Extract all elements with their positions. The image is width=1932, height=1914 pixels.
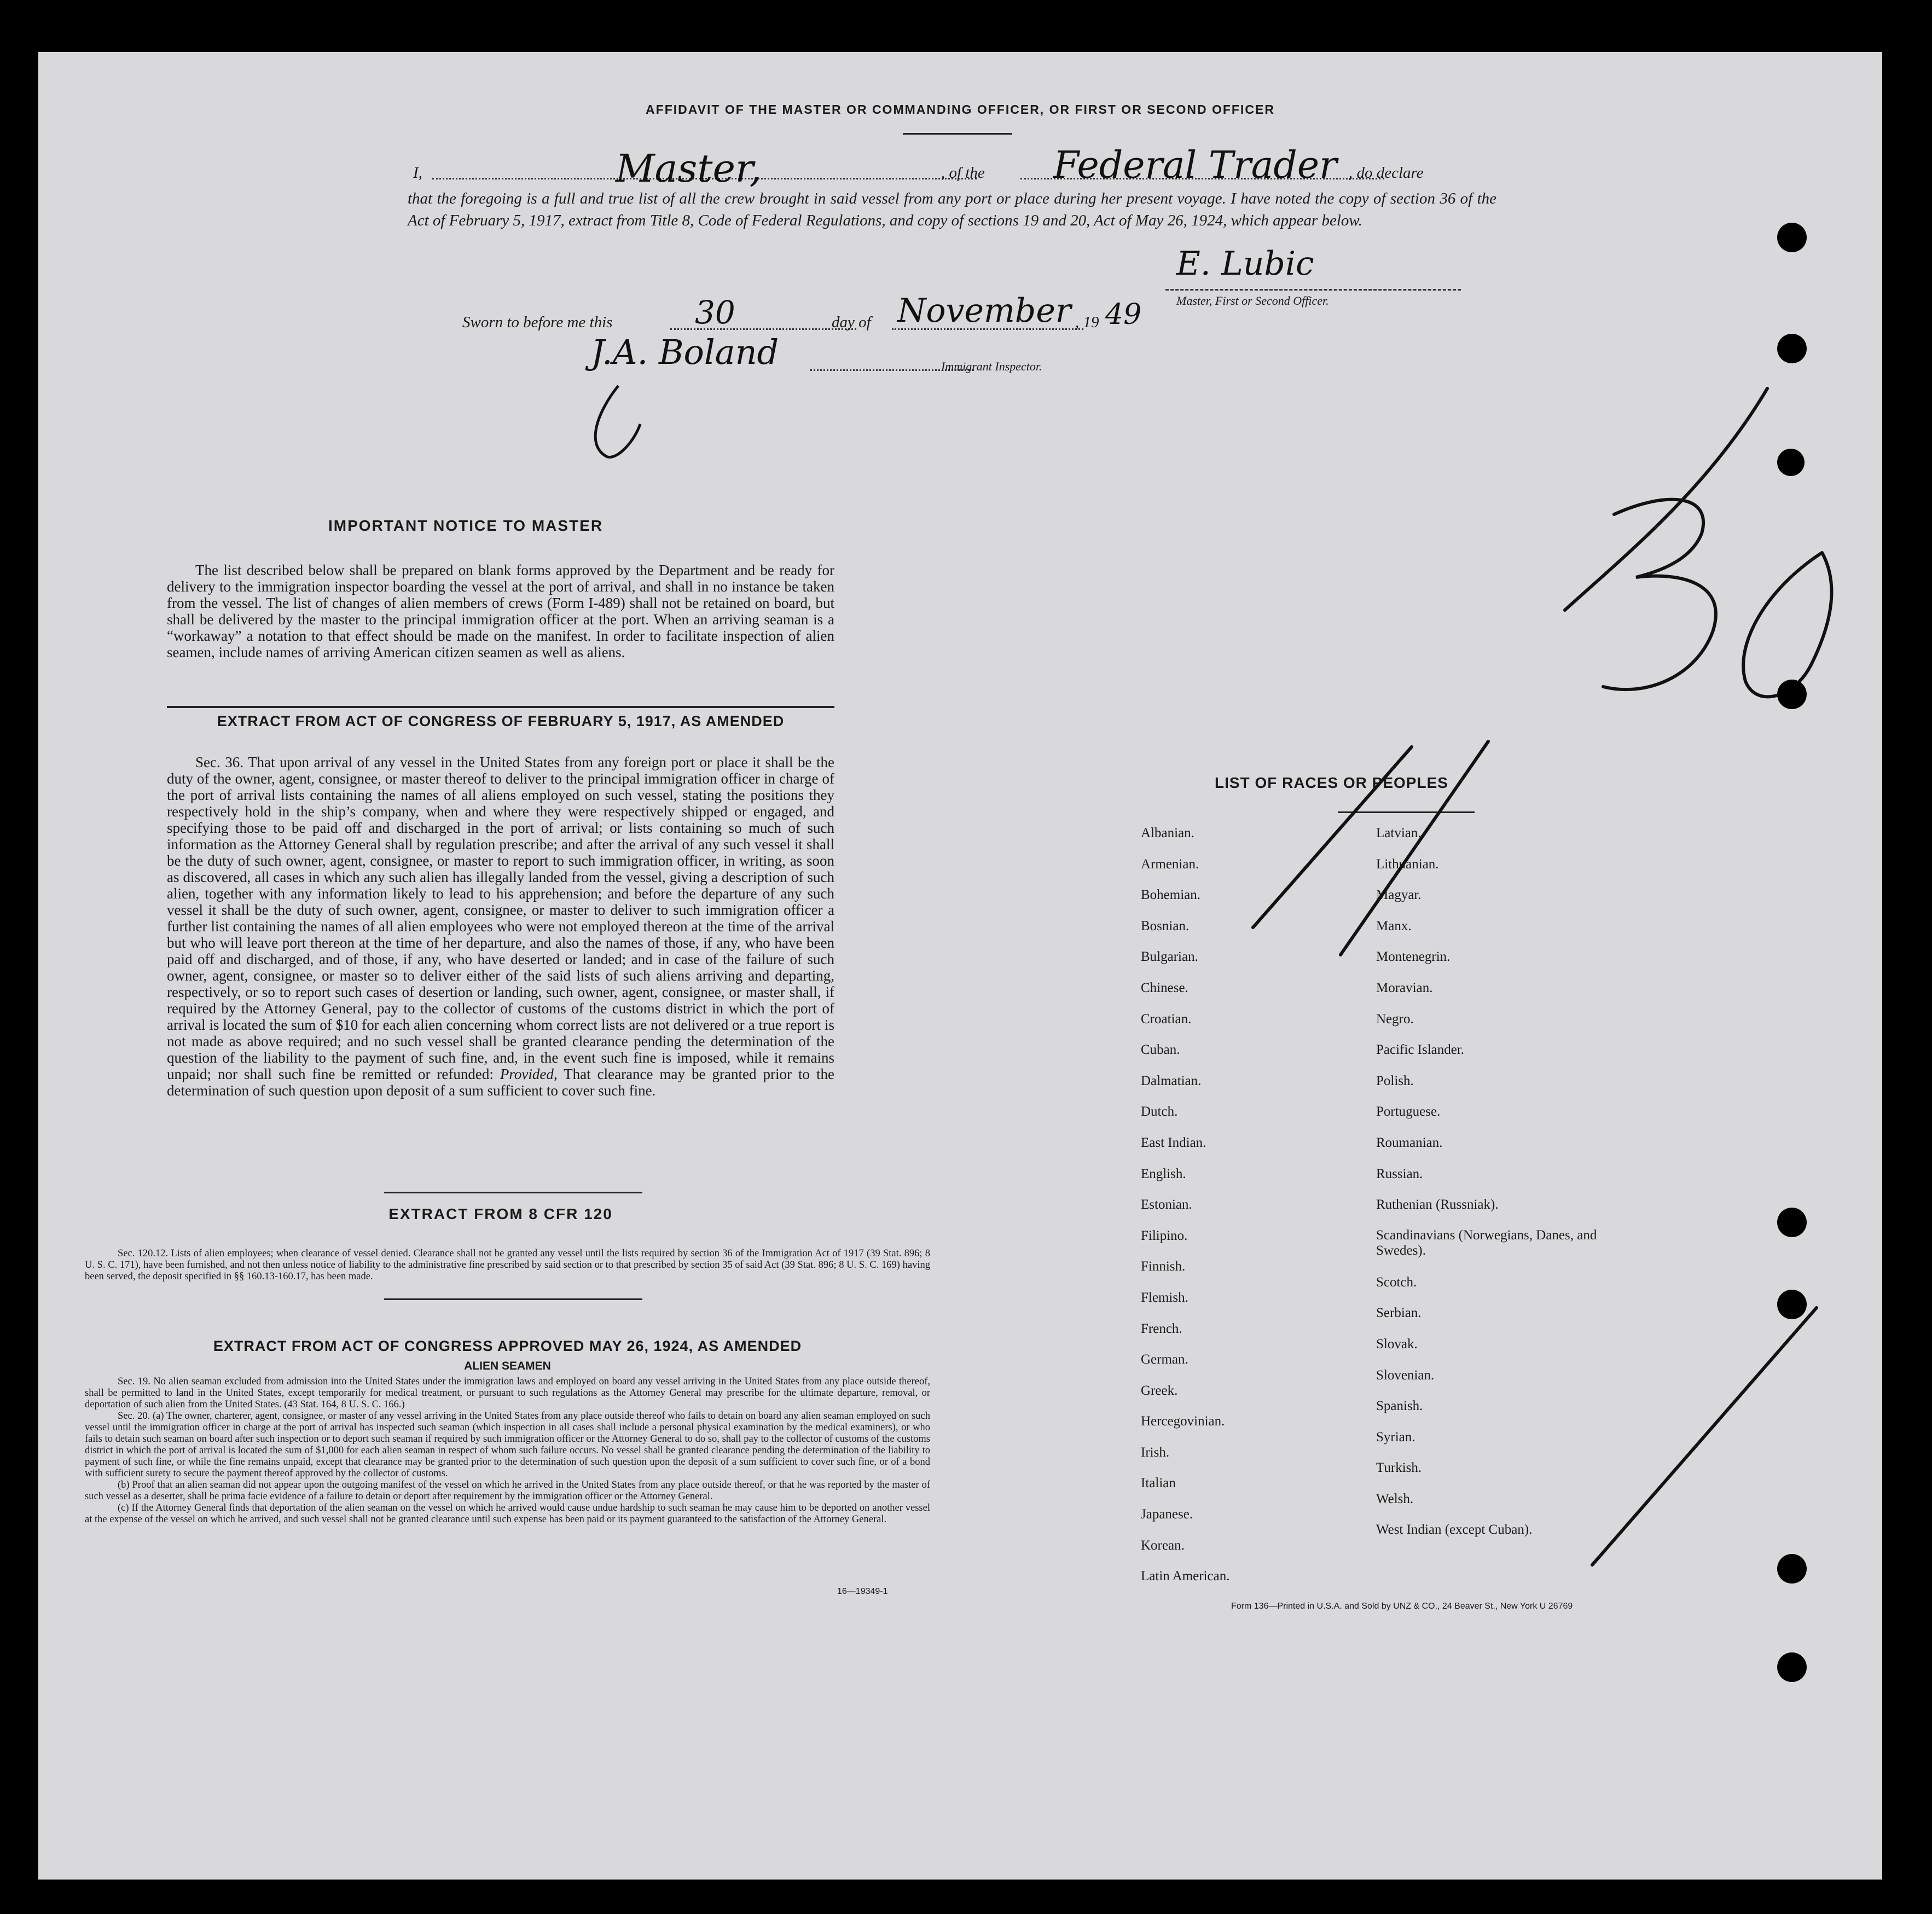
- race-item: Armenian.: [1141, 856, 1199, 872]
- cfr-title: EXTRACT FROM 8 CFR 120: [388, 1205, 613, 1222]
- extract-1924-subtitle: ALIEN SEAMEN: [464, 1360, 551, 1372]
- race-item: Roumanian.: [1376, 1135, 1443, 1150]
- divider: [384, 1192, 642, 1193]
- race-item: Bosnian.: [1141, 918, 1190, 933]
- sec-20a-text: Sec. 20. (a) The owner, charterer, agent, consignee, or master of any vessel arriving in the United States from any place outside thereof who fails to detain on board any alien seaman employed on such vessel until the immigration officer in charge at the port of arrival has inspected such seaman (which inspection in all cases shall include a personal physical examination by the medical examiners), or who fails to detain such seaman on board after such inspection or to deport such seaman if required by such immigration officer or the Attorney General to do so, shall pay to the collector of customs of the customs district in which the port of arrival is located the sum of $1,000 for each alien seaman in respect of whom such failure occurs. No vessel shall be granted clearance pending the determination of the liability to payment of such fine, or while the fine remains unpaid, except that clearance may be granted prior to the determination of such question upon the deposit of a sum sufficient to cover such fine, or of a bond with sufficient surety to secure the payment thereof approved by the collector of customs.: [85, 1411, 930, 1479]
- year-prefix: , 19: [1075, 314, 1099, 331]
- race-item: Estonian.: [1141, 1197, 1192, 1213]
- races-title: LIST OF RACES OR PEOPLES: [1215, 774, 1448, 791]
- race-item: Syrian.: [1376, 1429, 1415, 1445]
- punch-hole: [1777, 1652, 1807, 1682]
- race-item: Magyar.: [1376, 888, 1422, 903]
- extract-1924-title: EXTRACT FROM ACT OF CONGRESS APPROVED MAY 26, 1924, AS AMENDED: [213, 1338, 802, 1354]
- punch-hole: [1777, 449, 1805, 476]
- document-page: [38, 52, 1882, 1880]
- punch-hole: [1777, 223, 1807, 252]
- race-item: Portuguese.: [1376, 1104, 1441, 1120]
- race-item: Manx.: [1376, 918, 1412, 933]
- punch-hole: [1777, 1554, 1807, 1584]
- race-item: German.: [1141, 1352, 1188, 1367]
- extract-1924-body: [85, 1376, 930, 1526]
- sec-19-text: Sec. 19. No alien seaman excluded from admission into the United States under the immigration laws and employed on board any vessel arriving in the United States from any place outside thereof, shall be permitted to land in the United States, except temporarily for medical treatment, or pursuant to such regulations as the Attorney General may prescribe for the ultimate departure, removal, or deportation of such alien from the United States. (43 Stat. 164, 8 U. S. C. 166.): [85, 1376, 930, 1410]
- race-item: Lithuanian.: [1376, 856, 1439, 872]
- date-annotation-text: [1297, 462, 1298, 463]
- race-item: English.: [1141, 1166, 1186, 1181]
- punch-hole: [1777, 1290, 1807, 1319]
- race-item: Moravian.: [1376, 980, 1433, 995]
- race-item: French.: [1141, 1321, 1182, 1336]
- race-item: Italian: [1141, 1476, 1176, 1491]
- master-handwritten: Master,: [616, 146, 762, 191]
- race-item: Cuban.: [1141, 1042, 1180, 1058]
- race-item: Slovak.: [1376, 1336, 1418, 1352]
- i-label: I,: [413, 164, 422, 182]
- punch-hole: [1777, 680, 1807, 709]
- of-the-label: , of the: [941, 164, 985, 182]
- signature-line: [1165, 289, 1461, 291]
- race-item: Irish.: [1141, 1445, 1170, 1460]
- race-item: Bohemian.: [1141, 888, 1201, 903]
- month-handwritten: November: [897, 292, 1071, 330]
- divider: [167, 706, 834, 708]
- year-handwritten: 49: [1105, 298, 1142, 331]
- signature-caption: Master, First or Second Officer.: [1176, 294, 1329, 308]
- inspector-signature: J.A. Boland: [591, 332, 779, 372]
- race-item: Serbian.: [1376, 1306, 1422, 1321]
- sec-20c-text: (c) If the Attorney General finds that deportation of the alien seaman on the vessel on which he arrived would cause undue hardship to such seaman he may cause him to be deported on another vessel at the expense of the vessel on which he arrived, and such vessel shall not be granted clearance until such expense has been paid or its payment guaranteed to the satisfaction of the Attorney General.: [85, 1503, 930, 1525]
- race-item: Finnish.: [1141, 1259, 1186, 1274]
- punch-hole: [1777, 334, 1807, 363]
- day-handwritten: 30: [695, 294, 735, 331]
- race-item: Hercegovinian.: [1141, 1414, 1225, 1429]
- notice-text: The list described below shall be prepared on blank forms approved by the Department and be ready for delivery to the immigration inspector boarding the vessel at the port of arrival, and shall in no instance be taken from the vessel. The list of changes of alien members of crews (Form I-489) shall not be retained on board, but shall be delivered by the master to the principal immigration officer at the port. When an arriving seaman is a “workaway” a notation to that effect should be made on the manifest. In order to facilitate inspection of alien seamen, include names of arriving American citizen seamen as well as aliens.: [167, 562, 834, 660]
- race-item: Dutch.: [1141, 1104, 1178, 1120]
- race-item: Ruthenian (Russniak).: [1376, 1197, 1499, 1213]
- sec-20b-text: (b) Proof that an alien seaman did not appear upon the outgoing manifest of the vessel on which he arrived in the United States from any place outside thereof, or that he was reported by the master of such vessel as a deserter, shall be prima facie evidence of a failure to detain or deport after requirement by the immigration officer or the Attorney General.: [85, 1480, 930, 1502]
- master-signature: E. Lubic: [1176, 245, 1314, 283]
- signature-flourish: [585, 380, 651, 462]
- extract-1917-title: EXTRACT FROM ACT OF CONGRESS OF FEBRUARY 5, 1917, AS AMENDED: [217, 713, 785, 729]
- race-item: Chinese.: [1141, 980, 1188, 995]
- race-item: Spanish.: [1376, 1399, 1423, 1414]
- do-declare-label: , do declare: [1349, 164, 1424, 182]
- form-note: Form 136—Printed in U.S.A. and Sold by UNZ & CO., 24 Beaver St., New York U 26769: [1231, 1602, 1573, 1611]
- race-item: Slovenian.: [1376, 1367, 1435, 1383]
- race-item: Greek.: [1141, 1383, 1178, 1398]
- inspector-caption: Immigrant Inspector.: [941, 359, 1042, 373]
- race-item: Latin American.: [1141, 1569, 1230, 1584]
- race-item: Bulgarian.: [1141, 949, 1198, 965]
- cfr-text: Sec. 120.12. Lists of alien employees; when clearance of vessel denied. Clearance shall not be granted any vessel until the lists required by section 36 of the Immigration Act of 1917 (39 Stat. 896; 8 U. S. C. 171), have been furnished, and not then unless notice of liability to the administrative fine prescribed by said section or to that prescribed by section 35 of said Act (39 Stat. 896; 8 U. S. C. 169) having been served, the deposit specified in §§ 160.13-160.17, has been made.: [85, 1248, 930, 1282]
- race-item: Negro.: [1376, 1011, 1414, 1026]
- race-item: Croatian.: [1141, 1011, 1192, 1026]
- race-item: Pacific Islander.: [1376, 1042, 1465, 1058]
- race-item: West Indian (except Cuban).: [1376, 1522, 1533, 1538]
- race-item: Dalmatian.: [1141, 1073, 1202, 1088]
- day-of-label: day of: [832, 314, 871, 331]
- race-item: Japanese.: [1141, 1507, 1193, 1522]
- race-item: Latvian.: [1376, 826, 1422, 840]
- date-annotation: [1187, 326, 1882, 1584]
- race-item: Albanian.: [1141, 826, 1194, 840]
- race-item: Scandinavians (Norwegians, Danes, and Swedes).: [1376, 1227, 1597, 1258]
- race-item: Scotch.: [1376, 1274, 1417, 1290]
- race-item: Polish.: [1376, 1073, 1414, 1088]
- race-item: Flemish.: [1141, 1290, 1188, 1305]
- notice-title: IMPORTANT NOTICE TO MASTER: [328, 517, 604, 534]
- race-item: Filipino.: [1141, 1228, 1188, 1243]
- divider: [384, 1298, 642, 1300]
- punch-hole: [1777, 1208, 1807, 1237]
- race-item: East Indian.: [1141, 1135, 1206, 1150]
- race-item: Korean.: [1141, 1538, 1185, 1553]
- race-item: Russian.: [1376, 1166, 1423, 1181]
- form-code: 16—19349-1: [837, 1587, 888, 1596]
- race-item: Montenegrin.: [1376, 949, 1451, 965]
- affidavit-title: AFFIDAVIT OF THE MASTER OR COMMANDING OFFICER, OR FIRST OR SECOND OFFICER: [646, 102, 1275, 117]
- vessel-handwritten: Federal Trader: [1053, 144, 1337, 187]
- race-item: Welsh.: [1376, 1491, 1414, 1506]
- affidavit-text: that the foregoing is a full and true list of all the crew brought in said vessel from any port or place during her present voyage. I have noted the copy of section 36 of the Act of February 5, 1917, extract from Title 8, Code of Federal Regulations, and copy of sections 19 and 20, Act of May 26, 1924, which appear below.: [408, 190, 1496, 229]
- extract-1917-text: Sec. 36. That upon arrival of any vessel in the United States from any foreign port or place it shall be the duty of the owner, agent, consignee, or master thereof to deliver to the principal immigration officer in charge of the port of arrival lists containing the names of all aliens employed on such vessel, stating the positions they respectively hold in the ship’s company, when and where they were respectively shipped or engaged, and specifying those to be paid off and discharged in the port of arrival; or lists containing so much of such information as the Attorney General shall by regulation prescribe; and after the arrival of any such vessel it shall be the duty of such owner, agent, consignee, or master to report to such immigration officer, in writing, as soon as discovered, all cases in which any such alien has illegally landed from the vessel, giving a description of such alien, together with any information likely to lead to his apprehension; and before the departure of any such vessel it shall be the duty of such owner, agent, consignee, or master to deliver to such immigration officer a further list containing the names of all alien employees who were not employed thereon at the time of the arrival but who will leave port thereon at the time of her departure, and also the names of those, if any, who have been paid off and discharged, and of those, if any, who have deserted or landed; and in case of the failure of such owner, agent, consignee, or master so to deliver either of the said lists of such aliens arriving and departing, respectively, or so to report such cases of desertion or landing, such owner, agent, consignee, or master shall, if required by the Attorney General, pay to the collector of customs of the customs district in which the port of arrival is located the sum of $10 for each alien concerning whom correct lists are not delivered or a true report is not made as above required; and no such vessel shall be granted clearance pending the determination of the question of the liability to the payment of such fine, and, in the event such fine is imposed, while it remains unpaid; nor shall such fine be remitted or refunded: Provided, That clearance may be granted prior to the determination of such question upon deposit of a sum sufficient to cover such fine.: [167, 754, 834, 1099]
- divider: [903, 133, 1012, 135]
- sworn-label: Sworn to before me this: [462, 314, 613, 331]
- race-item: Turkish.: [1376, 1460, 1422, 1476]
